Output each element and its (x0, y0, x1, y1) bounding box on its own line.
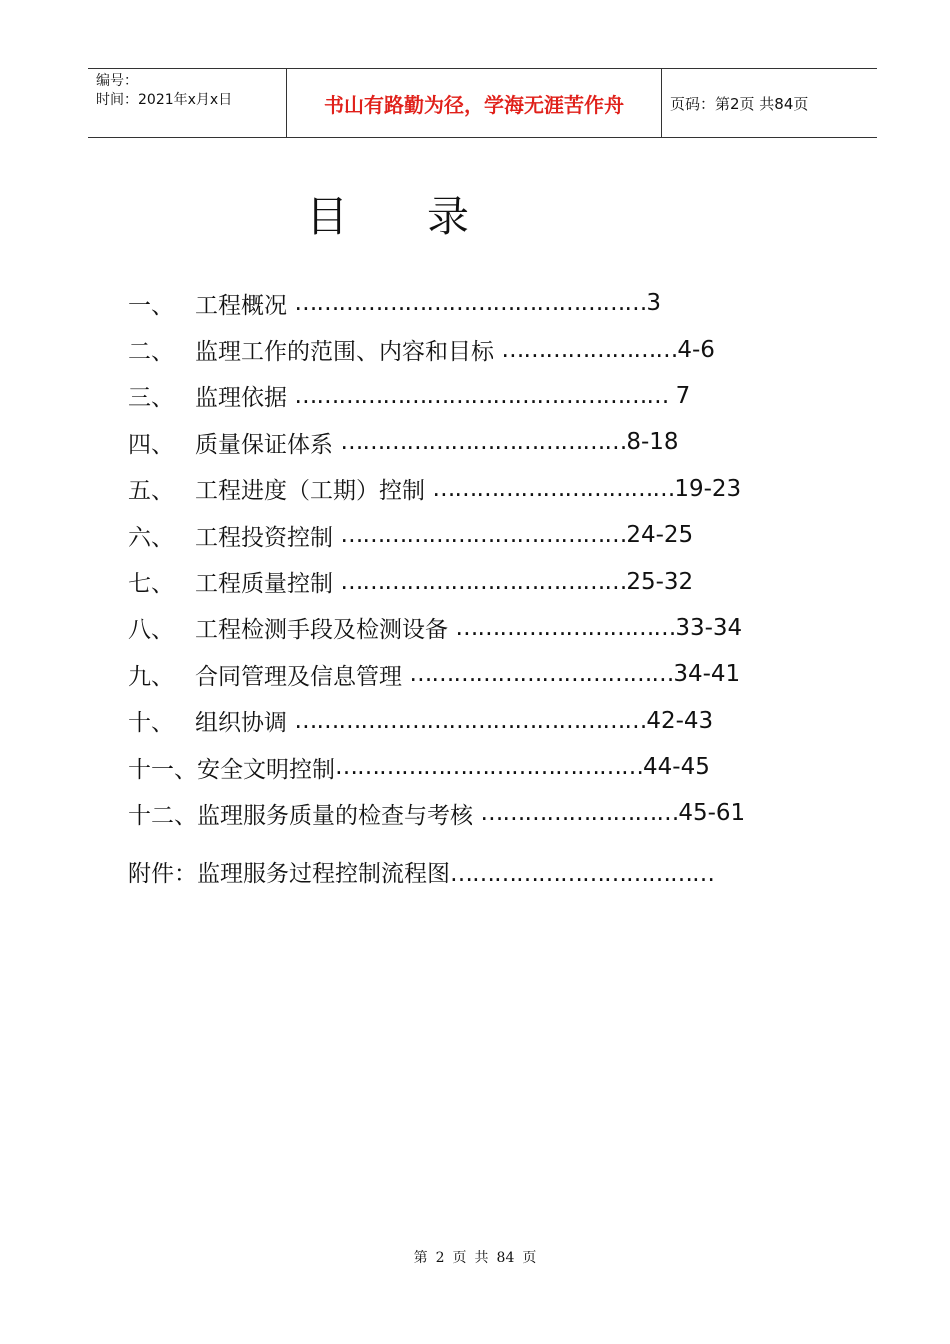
footer-ye-2: 页 (522, 1250, 537, 1266)
toc-item-page: 45-61 (678, 800, 746, 827)
toc-item-leader: ………………………… (455, 614, 676, 641)
toc-item-title: 质量保证体系 (195, 431, 333, 458)
toc-item-title: 工程检测手段及检测设备 (195, 617, 448, 644)
footer-ye: 页 (452, 1250, 467, 1266)
toc-item[interactable] (128, 558, 828, 604)
toc-item-number: 三、 (128, 385, 174, 412)
toc-item[interactable] (128, 605, 828, 651)
toc-item[interactable] (128, 419, 828, 465)
toc-item-title: 工程概况 (195, 292, 287, 319)
toc-item-leader: ………………………………… (340, 568, 627, 595)
header-number-label: 编号： (96, 73, 138, 89)
footer-page-number: 2 (435, 1250, 445, 1266)
toc-item-page: 42-43 (646, 707, 714, 734)
toc-item-title: 工程质量控制 (195, 571, 333, 598)
toc-item[interactable] (128, 744, 828, 790)
toc-item-title: 工程进度（工期）控制 (195, 478, 425, 505)
toc-item[interactable] (128, 466, 828, 512)
appendix-line[interactable] (128, 855, 714, 888)
title-char-2: 录 (427, 192, 470, 241)
toc-item-leader: ………………………………………… (294, 707, 647, 734)
toc-item-leader: ………………………………… (340, 522, 627, 549)
table-of-contents (128, 280, 828, 837)
toc-item[interactable] (128, 512, 828, 558)
toc-item-number: 四、 (128, 431, 174, 458)
toc-item-title: 安全文明控制 (197, 756, 335, 783)
toc-item-number: 八、 (128, 617, 174, 644)
header-motto: 书山有路勤为径，学海无涯苦作舟 (324, 92, 624, 117)
footer-di: 第 (413, 1250, 428, 1266)
header-page-label: 页码：第2页 共84页 (670, 94, 809, 113)
header-motto-cell (287, 69, 662, 137)
toc-item-number: 十一、 (128, 756, 197, 783)
header-meta (88, 69, 287, 137)
appendix-label: 附件：监理服务过程控制流程图 (128, 861, 450, 887)
toc-item-leader: ……………………… (480, 800, 679, 827)
header-time-label: 时间：2021年x月x日 (96, 92, 233, 108)
toc-item-leader: ……………………………… (409, 661, 674, 688)
title-char-1: 目 (306, 192, 349, 241)
toc-item-leader: ………………………………… (340, 429, 627, 456)
toc-item[interactable] (128, 326, 828, 372)
toc-item-number: 七、 (128, 571, 174, 598)
toc-item-number: 二、 (128, 339, 174, 366)
toc-item-page: 33-34 (675, 614, 743, 641)
toc-item-number: 十、 (128, 710, 174, 737)
toc-item-page: 8-18 (626, 429, 679, 456)
toc-item-title: 监理依据 (195, 385, 287, 412)
toc-item-leader: …………………… (501, 336, 678, 363)
toc-item-page: 25-32 (626, 568, 694, 595)
toc-item-leader: ………………………………………… (294, 290, 647, 317)
toc-item-number: 一、 (128, 292, 174, 319)
page-header (88, 68, 877, 138)
toc-item-page: 4-6 (677, 336, 715, 363)
toc-item-leader: …………………………… (432, 475, 675, 502)
toc-item-page: 24-25 (626, 522, 694, 549)
toc-item-number: 九、 (128, 663, 174, 690)
toc-item-page: 19-23 (674, 475, 742, 502)
footer-gong: 共 (474, 1250, 489, 1266)
footer-total-pages: 84 (496, 1250, 515, 1266)
toc-item[interactable] (128, 280, 828, 326)
toc-item-page: 3 (646, 290, 661, 317)
appendix-leader: ……………………………… (450, 861, 714, 887)
toc-item-number: 五、 (128, 478, 174, 505)
toc-item-leader: …………………………………………… (294, 382, 669, 409)
page-footer (0, 1247, 950, 1267)
toc-item-title: 监理服务质量的检查与考核 (197, 802, 473, 829)
toc-item[interactable] (128, 790, 828, 836)
toc-item-number: 六、 (128, 524, 174, 551)
toc-item-leader: …………………………………… (335, 754, 643, 781)
toc-item-page: 7 (675, 382, 691, 409)
toc-item-page: 44-45 (643, 754, 710, 781)
toc-item-number: 十二、 (128, 802, 197, 829)
toc-item[interactable] (128, 698, 828, 744)
toc-item-title: 监理工作的范围、内容和目标 (195, 339, 494, 366)
toc-item[interactable] (128, 651, 828, 697)
toc-item[interactable] (128, 373, 828, 419)
toc-item-page: 34-41 (673, 661, 741, 688)
toc-item-title: 工程投资控制 (195, 524, 333, 551)
toc-item-title: 合同管理及信息管理 (195, 663, 402, 690)
toc-item-title: 组织协调 (195, 710, 287, 737)
